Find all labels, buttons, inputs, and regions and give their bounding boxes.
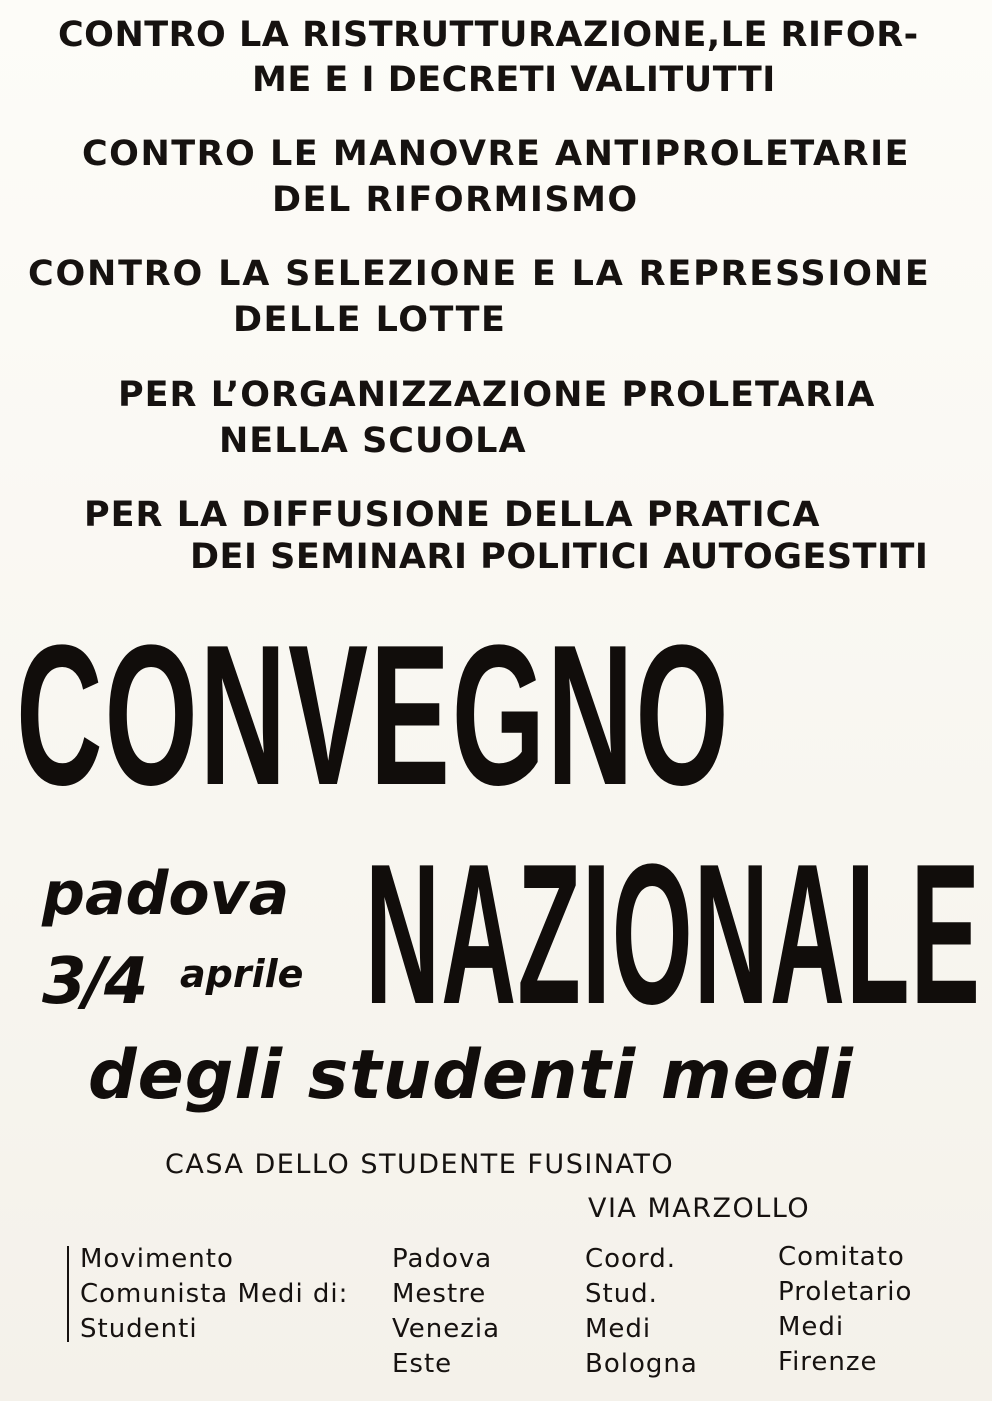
event-date: 3/4 xyxy=(42,945,146,1019)
signatory-text: Mestre xyxy=(392,1279,487,1309)
signatory-text: Padova xyxy=(392,1244,493,1274)
signatory-text: Studenti xyxy=(80,1314,198,1344)
title-convegno: CONVEGNO xyxy=(16,604,731,827)
slogan-3-line-1: CONTRO LA SELEZIONE E LA REPRESSIONE xyxy=(28,254,931,294)
venue-street: VIA MARZOLLO xyxy=(588,1193,811,1224)
event-city: padova xyxy=(42,859,290,929)
venue-place: CASA DELLO STUDENTE FUSINATO xyxy=(165,1149,675,1180)
slogan-1-line-2: ME E I DECRETI VALITUTTI xyxy=(252,60,776,100)
title-nazionale: NAZIONALE xyxy=(365,823,981,1046)
signatory-text: Medi xyxy=(778,1312,845,1342)
event-month: aprile xyxy=(180,952,304,996)
signatory-text: Comunista Medi di: xyxy=(80,1279,349,1309)
signatory-text: Comitato xyxy=(778,1242,905,1272)
slogan-5-line-1: PER LA DIFFUSIONE DELLA PRATICA xyxy=(84,495,821,535)
slogan-3-line-2: DELLE LOTTE xyxy=(233,300,507,340)
slogan-1-line-1: CONTRO LA RISTRUTTURAZIONE,LE RIFOR- xyxy=(58,15,919,55)
signatory-text: Medi xyxy=(585,1314,652,1344)
slogan-4-line-2: NELLA SCUOLA xyxy=(219,421,527,461)
slogan-2-line-1: CONTRO LE MANOVRE ANTIPROLETARIE xyxy=(82,134,911,174)
signatory-text: Stud. xyxy=(585,1279,658,1309)
signatory-text: Bologna xyxy=(585,1349,698,1379)
signatory-text: Este xyxy=(392,1349,453,1379)
title-subtitle: degli studenti medi xyxy=(88,1036,854,1115)
signatory-text: Movimento xyxy=(80,1244,234,1274)
slogan-5-line-2: DEI SEMINARI POLITICI AUTOGESTITI xyxy=(190,537,929,577)
slogan-2-line-2: DEL RIFORMISMO xyxy=(272,180,639,220)
slogan-4-line-1: PER L’ORGANIZZAZIONE PROLETARIA xyxy=(118,375,876,415)
signatory-text: Proletario xyxy=(778,1277,913,1307)
signatory-text: Venezia xyxy=(392,1314,501,1344)
signatories-divider xyxy=(67,1246,69,1342)
signatory-text: Firenze xyxy=(778,1347,878,1377)
signatory-text: Coord. xyxy=(585,1244,676,1274)
